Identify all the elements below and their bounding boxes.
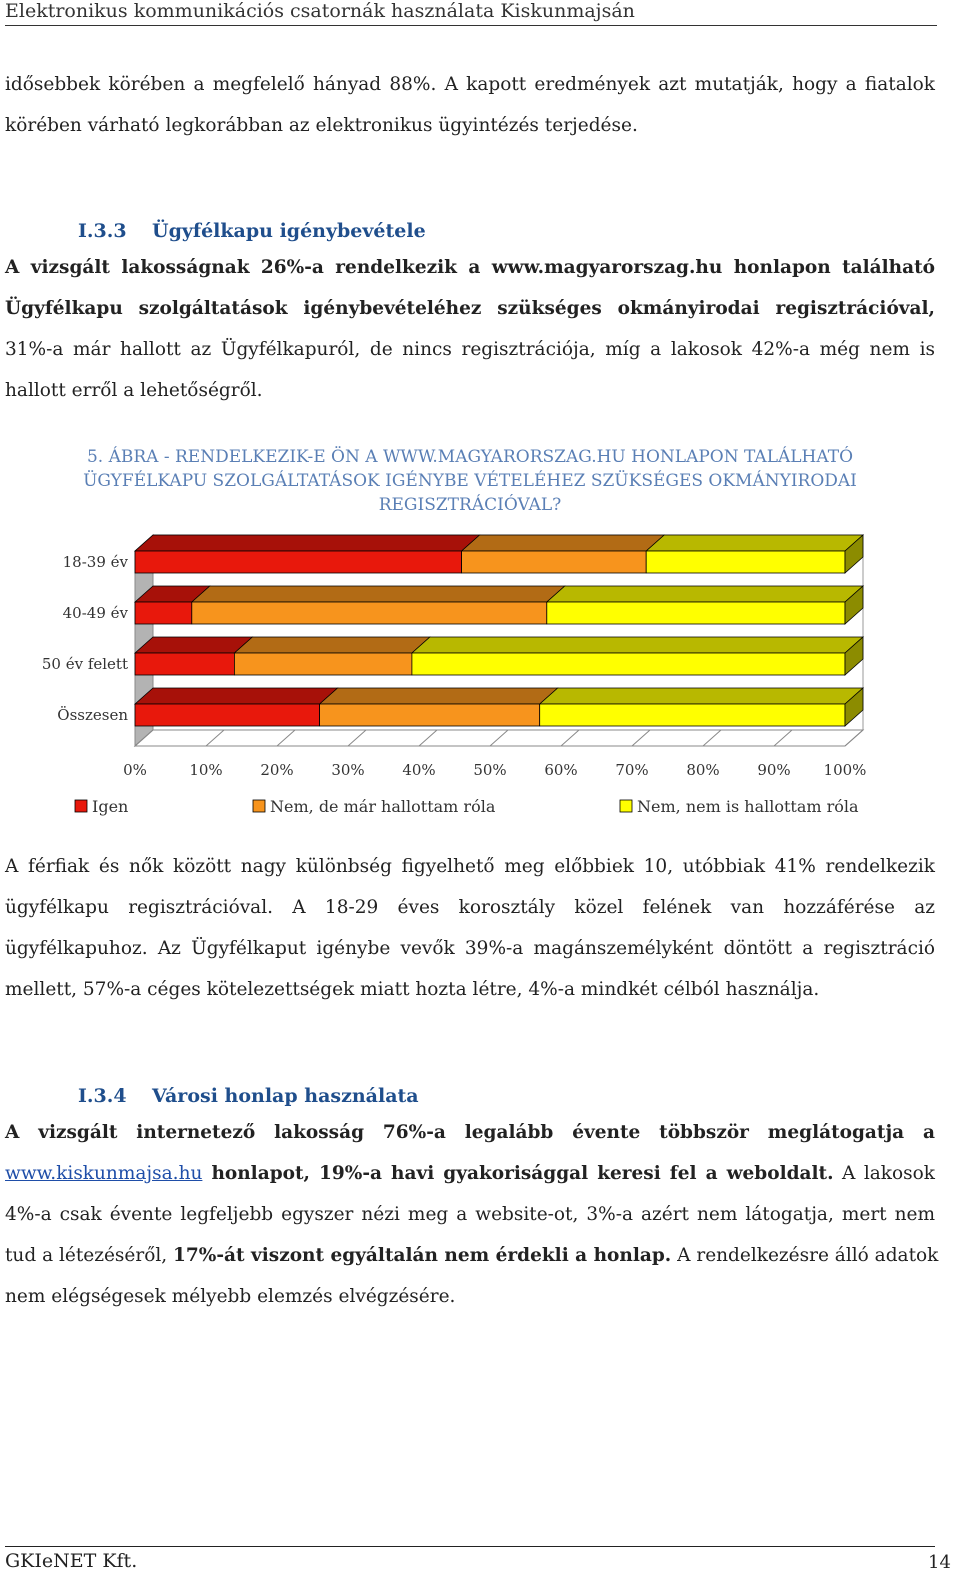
- category-label: 18-39 év: [62, 553, 128, 571]
- section-heading-title: Ügyfélkapu igénybevétele: [152, 220, 426, 242]
- bar-segment: [547, 602, 845, 624]
- legend-swatch: [253, 800, 265, 812]
- section2-line-4-rest: A rendelkezésre álló adatok: [671, 1245, 939, 1266]
- section2-paragraph: [5, 1112, 939, 1317]
- x-tick-label: 50%: [473, 761, 507, 779]
- figure-title: [5, 445, 935, 517]
- bar-segment: [462, 551, 647, 573]
- intro-line-2: körében várható legkorábban az elektronikus ügyintézés terjedése.: [5, 115, 638, 136]
- section-heading-number: I.3.3: [78, 220, 127, 242]
- bar-segment: [540, 704, 845, 726]
- bar-segment: [135, 704, 320, 726]
- x-tick-label: 70%: [615, 761, 649, 779]
- body2-line-2: ügyfélkapu regisztrációval. A 18-29 éves korosztály közel felének van hozzáférése az: [5, 897, 935, 918]
- x-tick-label: 90%: [757, 761, 791, 779]
- bar-segment: [135, 602, 192, 624]
- body2-paragraph: [5, 846, 935, 1010]
- bar-segment: [646, 551, 845, 573]
- legend-swatch: [75, 800, 87, 812]
- section2-line-3: 4%-a csak évente legfeljebb egyszer nézi meg a website-ot, 3%-a azért nem látogatja, mert nem: [5, 1204, 935, 1225]
- category-label: 50 év felett: [41, 655, 128, 673]
- figure-title-line-3: REGISZTRÁCIÓVAL?: [378, 495, 562, 515]
- section2-line-4: [5, 1235, 939, 1276]
- section2-heading-number: I.3.4: [78, 1085, 127, 1107]
- kiskunmajsa-link[interactable]: www.kiskunmajsa.hu: [5, 1163, 203, 1184]
- header-rule: [5, 25, 937, 26]
- intro-line-1: idősebbek körében a megfelelő hányad 88%. A kapott eredmények azt mutatják, hogy a fiatalok: [5, 74, 935, 95]
- bar-top-face: [462, 535, 665, 551]
- x-tick-label: 10%: [189, 761, 223, 779]
- bar-top-face: [135, 688, 338, 704]
- section1-line-3: 31%-a már hallott az Ügyfélkapuról, de nincs regisztrációja, míg a lakosok 42%-a még nem is: [5, 339, 935, 360]
- section2-line-2-rest: A lakosok: [833, 1163, 935, 1184]
- legend-label: Igen: [92, 797, 129, 816]
- chart-svg: [0, 525, 960, 825]
- figure-title-line-2: ÜGYFÉLKAPU SZOLGÁLTATÁSOK IGÉNYBE VÉTELÉHEZ SZÜKSÉGES OKMÁNYIRODAI: [83, 471, 857, 491]
- intro-paragraph: [5, 64, 935, 146]
- section2-line-2: [5, 1153, 935, 1194]
- section2-line-2-bold: honlapot, 19%-a havi gyakorisággal keresi fel a weboldalt.: [202, 1163, 834, 1184]
- stacked-bar-chart: [0, 525, 960, 825]
- legend-label: Nem, nem is hallottam róla: [637, 797, 859, 816]
- footer-rule: [5, 1546, 935, 1547]
- section1-line-4: hallott erről a lehetőségről.: [5, 380, 263, 401]
- x-tick-label: 60%: [544, 761, 578, 779]
- x-tick-label: 100%: [823, 761, 867, 779]
- footer-company: GKIeNET Kft.: [5, 1550, 138, 1572]
- bar-top-face: [192, 586, 565, 602]
- bar-top-face: [135, 535, 480, 551]
- x-tick-label: 80%: [686, 761, 720, 779]
- page-number: 14: [928, 1552, 951, 1573]
- x-tick-label: 20%: [260, 761, 294, 779]
- bar-segment: [412, 653, 845, 675]
- bar-top-face: [412, 637, 863, 653]
- section2-line-4-start: tud a létezéséről,: [5, 1245, 174, 1266]
- section2-line-5: nem elégségesek mélyebb elemzés elvégzésére.: [5, 1286, 456, 1307]
- x-tick-label: 40%: [402, 761, 436, 779]
- section1-line-2: Ügyfélkapu szolgáltatások igénybevételéhez szükséges okmányirodai regisztrációval,: [5, 298, 935, 319]
- section2-line-4-bold: 17%-át viszont egyáltalán nem érdekli a honlap.: [173, 1245, 672, 1266]
- x-tick-label: 30%: [331, 761, 365, 779]
- bar-segment: [234, 653, 412, 675]
- legend-label: Nem, de már hallottam róla: [270, 797, 496, 816]
- body2-line-3: ügyfélkapuhoz. Az Ügyfélkaput igénybe vevők 39%-a magánszemélyként döntött a regisztráció: [5, 938, 935, 959]
- category-label: 40-49 év: [62, 604, 128, 622]
- section2-line-1: A vizsgált internetező lakosság 76%-a legalább évente többször meglátogatja a: [5, 1122, 935, 1143]
- body2-line-1: A férfiak és nők között nagy különbség figyelhető meg előbbiek 10, utóbbiak 41% rendelkezik: [5, 856, 935, 877]
- bar-top-face: [234, 637, 430, 653]
- figure-title-line-1: 5. ÁBRA - RENDELKEZIK-E ÖN A WWW.MAGYARORSZAG.HU HONLAPON TALÁLHATÓ: [86, 447, 854, 467]
- bar-top-face: [135, 637, 252, 653]
- section1-paragraph: [5, 247, 935, 411]
- legend-swatch: [620, 800, 632, 812]
- bar-top-face: [540, 688, 863, 704]
- bar-segment: [320, 704, 540, 726]
- bar-segment: [135, 551, 462, 573]
- bar-segment: [135, 653, 234, 675]
- bar-top-face: [547, 586, 863, 602]
- category-label: Összesen: [57, 706, 128, 724]
- running-header: Elektronikus kommunikációs csatornák használata Kiskunmajsán: [5, 0, 635, 22]
- bar-top-face: [320, 688, 558, 704]
- x-tick-label: 0%: [123, 761, 147, 779]
- bar-segment: [192, 602, 547, 624]
- section2-heading-title: Városi honlap használata: [152, 1085, 419, 1107]
- bar-top-face: [646, 535, 863, 551]
- section1-line-1: A vizsgált lakosságnak 26%-a rendelkezik a www.magyarorszag.hu honlapon található: [5, 257, 935, 278]
- body2-line-4: mellett, 57%-a céges kötelezettségek miatt hozta létre, 4%-a mindkét célból használja.: [5, 979, 820, 1000]
